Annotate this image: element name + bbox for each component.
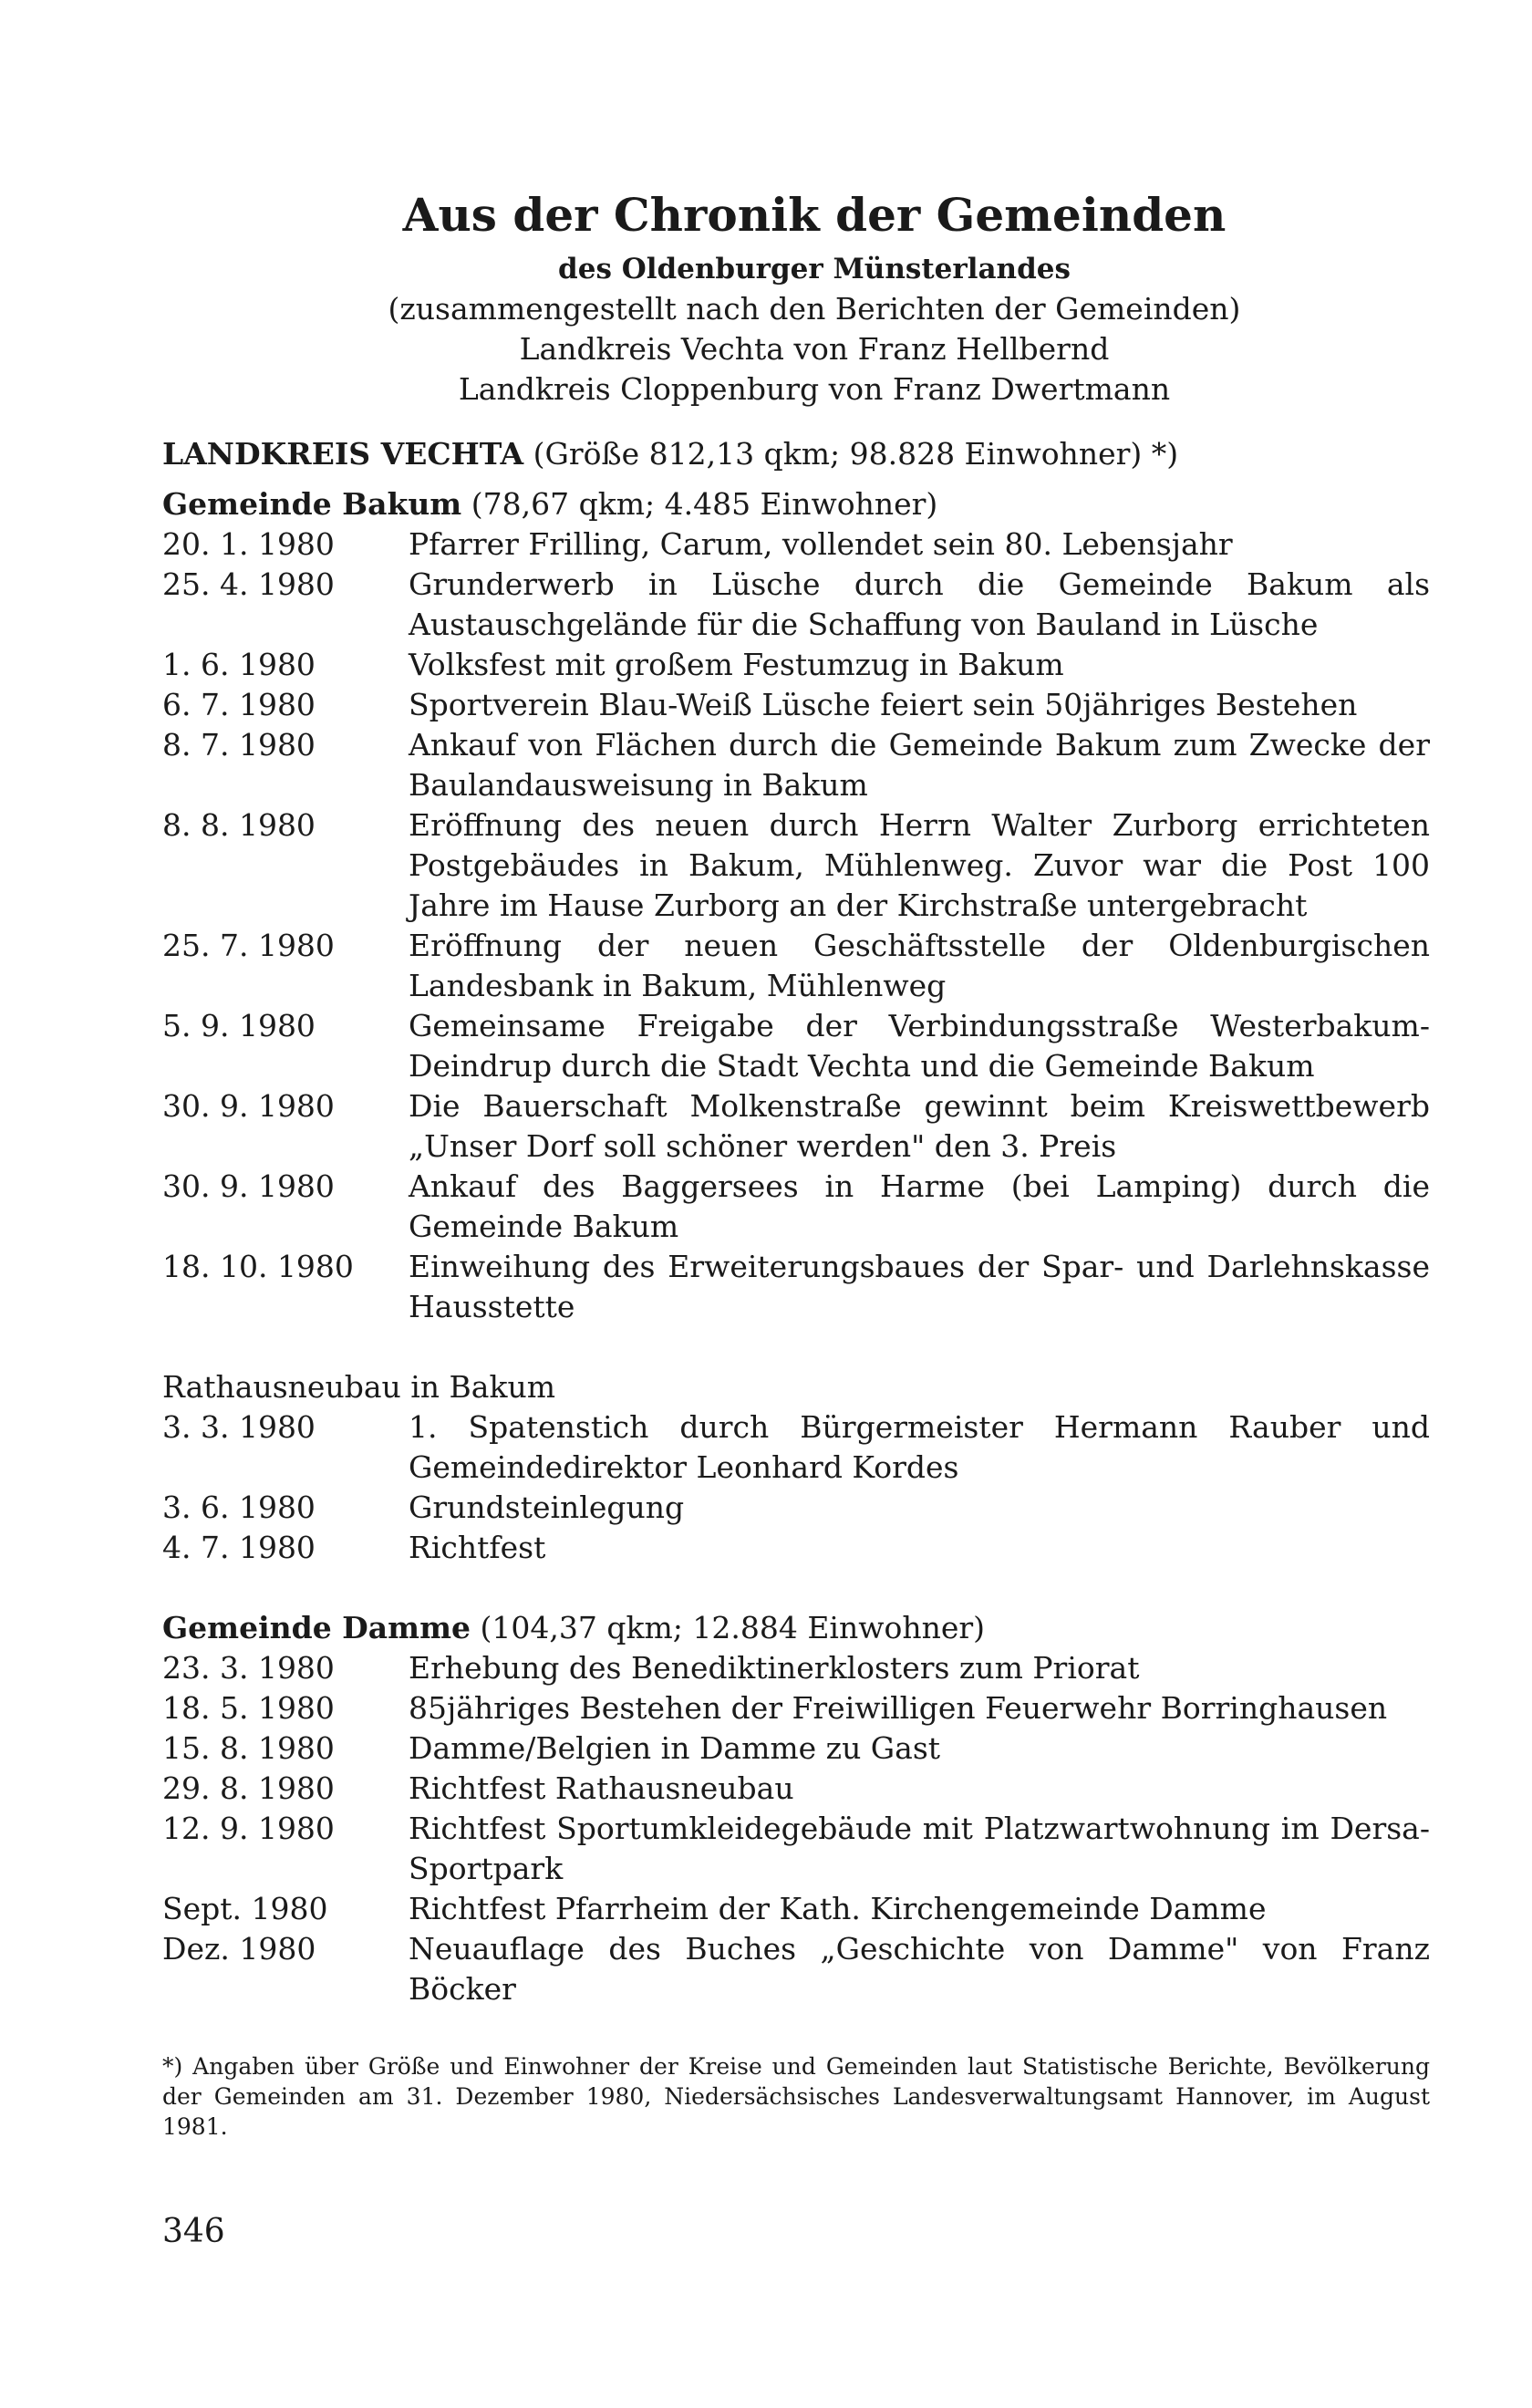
entry-date: 5. 9. 1980 [162,1008,316,1043]
entry-text: Ankauf von Flächen durch die Gemeinde Bakum zum Zwecke der Baulandausweisung in Bakum [409,727,1430,803]
entry-date: 12. 9. 1980 [162,1811,335,1846]
entry-text: Eröffnung des neuen durch Herrn Walter Zurborg errichteten Postgebäudes in Bakum, Mühlenweg. Zuvor war die Post 100 Jahre im Hause Zurborg an der Kirchstraße untergebracht [409,807,1430,923]
chronicle-entry [162,1769,1430,1809]
chronicle-entry [162,1929,1430,2009]
entry-date: 25. 7. 1980 [162,928,335,963]
chronicle-entry [162,805,1430,926]
page-content [162,187,1430,2142]
entry-text: Pfarrer Frilling, Carum, vollendet sein 80. Lebensjahr [409,526,1233,562]
entry-date: Sept. 1980 [162,1891,328,1926]
entry-date: 1. 6. 1980 [162,647,316,682]
entry-date: Dez. 1980 [162,1931,316,1967]
chronicle-entry [162,1688,1430,1728]
entry-date: 23. 3. 1980 [162,1650,335,1686]
chronicle-entry [162,1648,1430,1688]
compiled-by-line: (zusammengestellt nach den Berichten der Gemeinden) [388,291,1241,327]
chronicle-entry [162,1006,1430,1086]
entry-date: 18. 5. 1980 [162,1690,335,1726]
municipality-name: Gemeinde Damme [162,1610,471,1645]
chronicle-entry [162,1728,1430,1769]
entry-text: 1. Spatenstich durch Bürgermeister Hermann Rauber und Gemeindedirektor Leonhard Kordes [409,1409,1430,1485]
entry-text: Eröffnung der neuen Geschäftsstelle der Oldenburgischen Landesbank in Bakum, Mühlenweg [409,928,1430,1003]
chronicle-entry [162,524,1430,565]
entry-date: 8. 7. 1980 [162,727,316,763]
entry-text: Sportverein Blau-Weiß Lüsche feiert sein 50jähriges Bestehen [409,687,1358,722]
entry-text: Volksfest mit großem Festumzug in Bakum [409,647,1064,682]
chronicle-entry [162,565,1430,645]
entry-text: Neuauflage des Buches „Geschichte von Damme" von Franz Böcker [409,1931,1430,2007]
footnote: *) Angaben über Größe und Einwohner der Kreise und Gemeinden laut Statistische Berichte, Bevölkerung der Gemeinden am 31. Dezember 1980, Niedersächsisches Landesverwaltungsamt Hannover, im August 1981. [162,2053,1430,2140]
entry-text: Einweihung des Erweiterungsbaues der Spar- und Darlehnskasse Hausstette [409,1249,1430,1324]
chronicle-list-bakum [162,524,1430,1327]
compiled-by-line: Landkreis Vechta von Franz Hellbernd [519,331,1110,367]
municipality-name: Gemeinde Bakum [162,486,462,522]
page-number: 346 [162,2213,225,2250]
entry-date: 30. 9. 1980 [162,1168,335,1204]
district-details: (Größe 812,13 qkm; 98.828 Einwohner) *) [533,436,1179,472]
entry-date: 3. 6. 1980 [162,1489,316,1525]
chronicle-entry [162,1086,1430,1167]
entry-text: Ankauf des Baggersees in Harme (bei Lamping) durch die Gemeinde Bakum [409,1168,1430,1244]
chronicle-entry [162,1488,1430,1528]
district-heading [162,433,1430,475]
entry-date: 8. 8. 1980 [162,807,316,843]
entry-date: 6. 7. 1980 [162,687,316,722]
chronicle-entry [162,1528,1430,1568]
entry-text: Gemeinsame Freigabe der Verbindungsstraße Westerbakum-Deindrup durch die Stadt Vechta und die Gemeinde Bakum [409,1008,1430,1084]
municipality-details: (104,37 qkm; 12.884 Einwohner) [480,1610,986,1645]
chronicle-entry [162,1809,1430,1889]
chronicle-entry [162,725,1430,805]
entry-date: 30. 9. 1980 [162,1088,335,1124]
chronicle-entry [162,1407,1430,1488]
entry-date: 20. 1. 1980 [162,526,335,562]
entry-text: Erhebung des Benediktinerklosters zum Priorat [409,1650,1140,1686]
chronicle-list-rathaus [162,1407,1430,1568]
chronicle-entry [162,1167,1430,1247]
entry-text: Richtfest Rathausneubau [409,1770,794,1806]
municipality-details: (78,67 qkm; 4.485 Einwohner) [471,486,938,522]
page-subtitle: des Oldenburger Münsterlandes [558,253,1071,285]
district-name: LANDKREIS VECHTA [162,436,524,472]
entry-text: Richtfest Pfarrheim der Kath. Kirchengemeinde Damme [409,1891,1267,1926]
municipality-heading-damme [162,1608,1430,1648]
entry-text: Grunderwerb in Lüsche durch die Gemeinde Bakum als Austauschgelände für die Schaffung von Bauland in Lüsche [409,566,1430,642]
page-title: Aus der Chronik der Gemeinden [402,188,1227,242]
entry-date: 15. 8. 1980 [162,1730,335,1766]
chronicle-entry [162,1247,1430,1327]
entry-date: 18. 10. 1980 [162,1249,354,1284]
chronicle-list-damme [162,1648,1430,2009]
entry-date: 3. 3. 1980 [162,1409,316,1445]
chronicle-entry [162,1889,1430,1929]
entry-text: Grundsteinlegung [409,1489,685,1525]
entry-text: Damme/Belgien in Damme zu Gast [409,1730,941,1766]
chronicle-entry [162,685,1430,725]
chronicle-entry [162,926,1430,1006]
compiled-by-line: Landkreis Cloppenburg von Franz Dwertmann [458,371,1171,407]
entry-text: Richtfest [409,1530,546,1565]
municipality-heading-bakum [162,484,1430,524]
section-heading-rathaus: Rathausneubau in Bakum [162,1369,555,1405]
chronicle-entry [162,645,1430,685]
entry-date: 4. 7. 1980 [162,1530,316,1565]
entry-text: Richtfest Sportumkleidegebäude mit Platzwartwohnung im Dersa-Sportpark [409,1811,1430,1886]
entry-text: 85jähriges Bestehen der Freiwilligen Feuerwehr Borringhausen [409,1690,1388,1726]
entry-text: Die Bauerschaft Molkenstraße gewinnt beim Kreiswettbewerb „Unser Dorf soll schöner werden" den 3. Preis [409,1088,1430,1164]
entry-date: 29. 8. 1980 [162,1770,335,1806]
entry-date: 25. 4. 1980 [162,566,335,602]
